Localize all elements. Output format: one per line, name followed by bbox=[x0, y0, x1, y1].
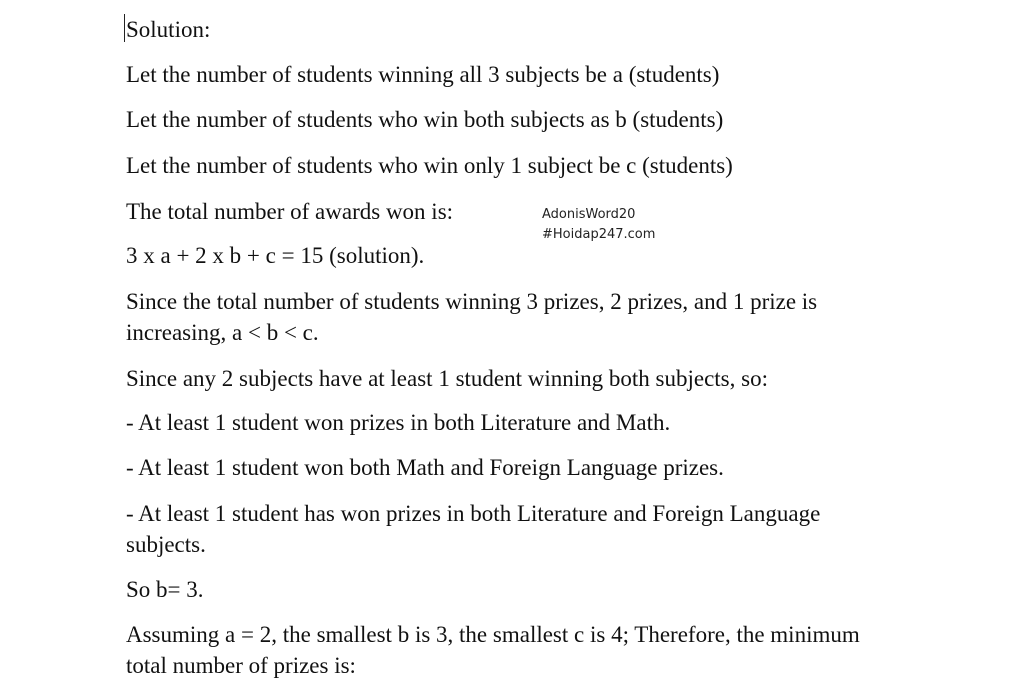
line-any-two-subjects: Since any 2 subjects have at least 1 student winning both subjects, so: bbox=[126, 366, 768, 391]
line-increasing-2: increasing, a < b < c. bbox=[126, 320, 319, 345]
solution-heading: Solution: bbox=[126, 17, 211, 42]
line-assume-1: Assuming a = 2, the smallest b is 3, the smallest c is 4; Therefore, the minimum bbox=[126, 622, 860, 647]
line-assume-2: total number of prizes is: bbox=[126, 653, 356, 678]
line-total-awards-intro: The total number of awards won is: bbox=[126, 199, 454, 224]
line-let-c: Let the number of students who win only 1 subject be c (students) bbox=[126, 153, 733, 178]
line-b-value: So b= 3. bbox=[126, 577, 204, 602]
text-cursor bbox=[124, 14, 125, 42]
line-equation: 3 x a + 2 x b + c = 15 (solution). bbox=[126, 243, 425, 268]
line-increasing-1: Since the total number of students winning 3 prizes, 2 prizes, and 1 prize is bbox=[126, 289, 818, 314]
line-let-b: Let the number of students who win both subjects as b (students) bbox=[126, 107, 724, 132]
bullet-literature-math: - At least 1 student won prizes in both Literature and Math. bbox=[126, 410, 671, 435]
watermark-line-2: #Hoidap247.com bbox=[542, 227, 656, 242]
bullet-literature-language-2: subjects. bbox=[126, 532, 206, 557]
bullet-literature-language-1: - At least 1 student has won prizes in both Literature and Foreign Language bbox=[126, 501, 821, 526]
line-let-a: Let the number of students winning all 3 subjects be a (students) bbox=[126, 62, 720, 87]
watermark-line-1: AdonisWord20 bbox=[542, 207, 636, 222]
bullet-math-language: - At least 1 student won both Math and Foreign Language prizes. bbox=[126, 455, 724, 480]
watermark bbox=[542, 205, 655, 245]
